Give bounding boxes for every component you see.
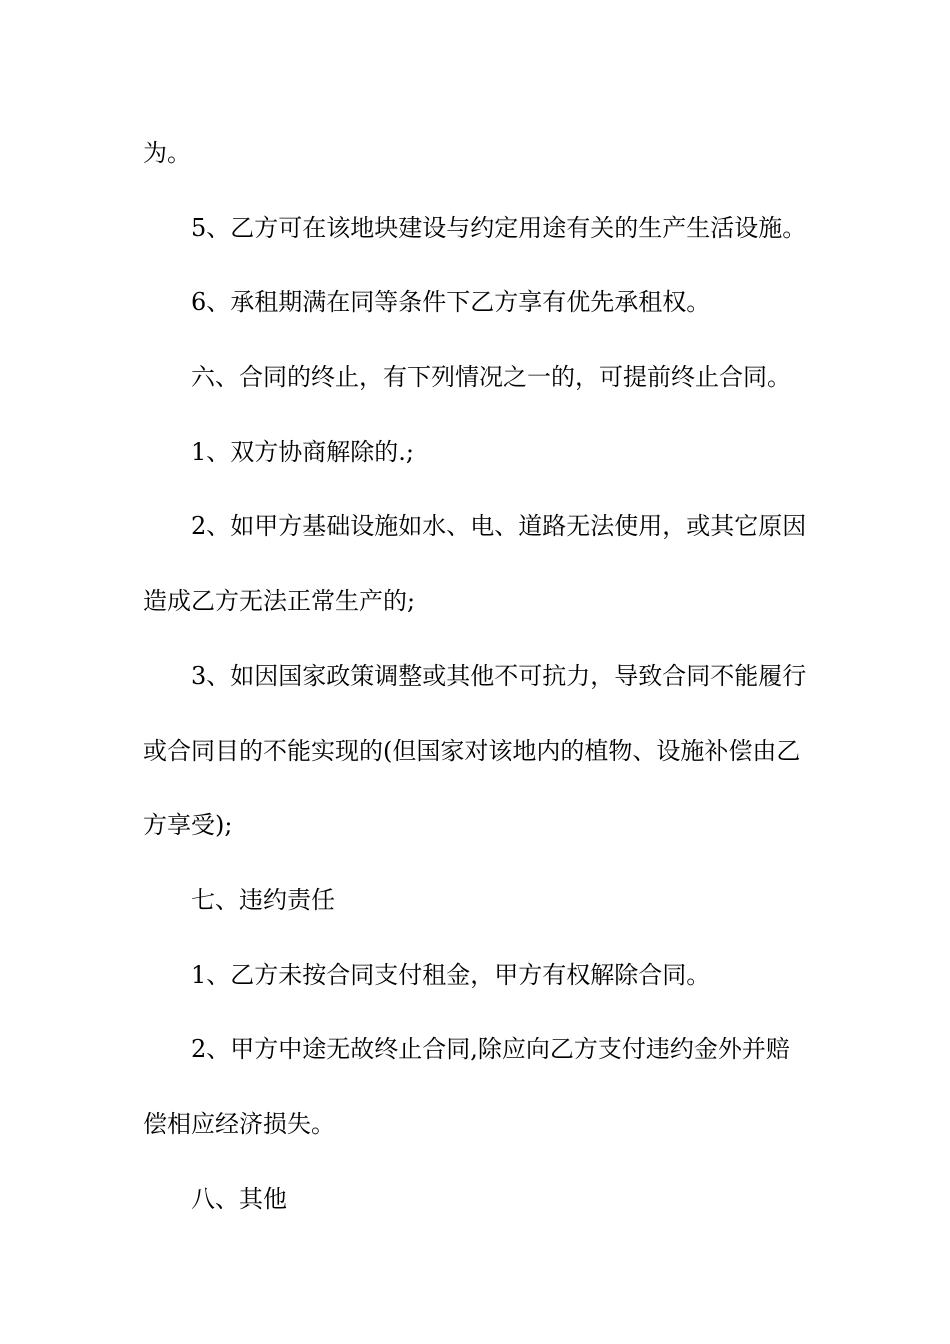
paragraph-line: 或合同目的不能实现的(但国家对该地内的植物、设施补偿由乙: [143, 736, 801, 765]
paragraph-line: 5、乙方可在该地块建设与约定用途有关的生产生活设施。: [191, 213, 807, 242]
paragraph-line: 2、如甲方基础设施如水、电、道路无法使用，或其它原因: [191, 512, 807, 541]
paragraph-line: 造成乙方无法正常生产的;: [143, 587, 416, 616]
paragraph-line: 为。: [143, 139, 191, 167]
section-heading: 八、其他: [191, 1184, 287, 1213]
document-body: [143, 131, 808, 1251]
section-heading: 七、违约责任: [191, 885, 335, 914]
paragraph-line: 3、如因国家政策调整或其他不可抗力，导致合同不能履行: [191, 661, 807, 690]
paragraph-line: 方享受);: [143, 811, 233, 840]
paragraph-line: 1、乙方未按合同支付租金，甲方有权解除合同。: [191, 960, 711, 989]
paragraph-line: 1、双方协商解除的.;: [191, 437, 414, 466]
paragraph-line: 2、甲方中途无故终止合同,除应向乙方支付违约金外并赔: [191, 1035, 790, 1064]
paragraph-line: 偿相应经济损失。: [143, 1109, 335, 1138]
paragraph-line: 6、承租期满在同等条件下乙方享有优先承租权。: [191, 288, 711, 317]
section-heading: 六、合同的终止，有下列情况之一的，可提前终止合同。: [191, 363, 791, 392]
